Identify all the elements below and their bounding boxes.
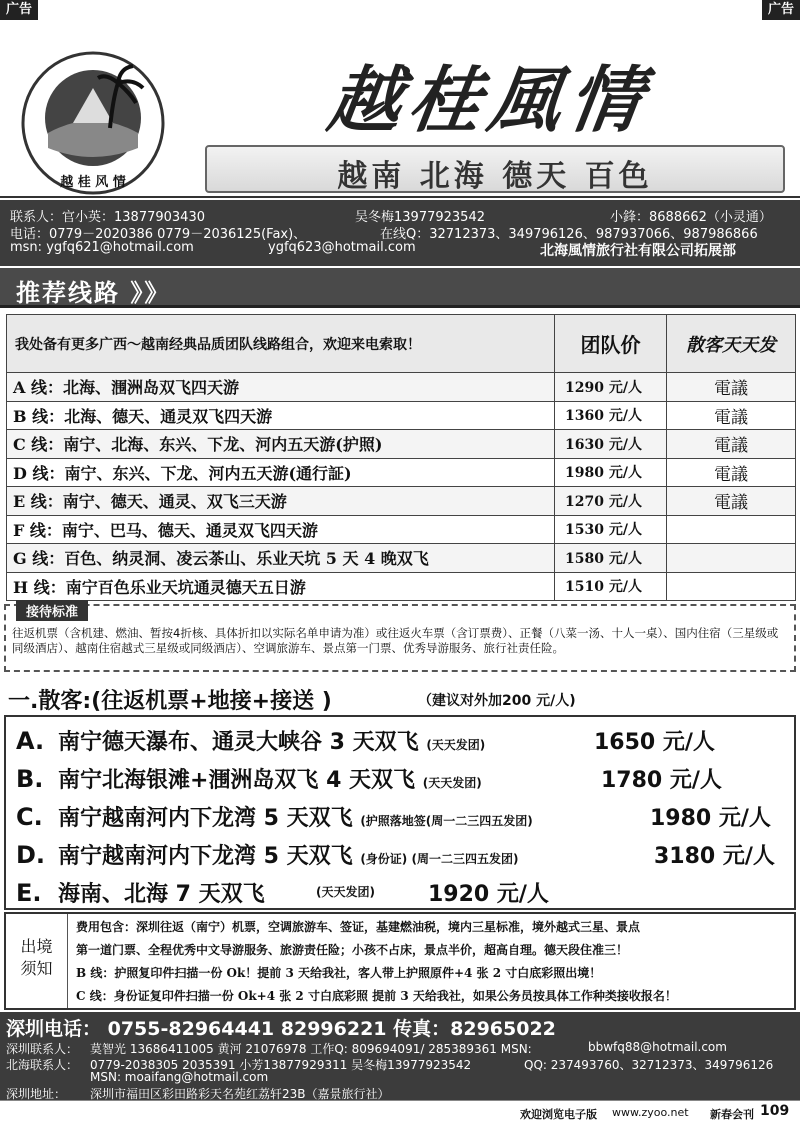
- logo-icon: [18, 48, 168, 198]
- sanke-note: （建议对外加200 元/人): [418, 693, 576, 709]
- exit-line-3: B 线：护照复印件扫描一份 Ok！提前 3 天给我社，客人带上护照原件+4 张 2 寸白底彩照出境！: [76, 966, 602, 980]
- route-intro: 我处备有更多广西～越南经典品质团队线路组合，欢迎来电索取！: [7, 315, 555, 373]
- route-price: 1580 元/人: [555, 544, 667, 573]
- header: [0, 20, 800, 198]
- route-price: 1980 元/人: [555, 458, 667, 487]
- table-row: [7, 401, 796, 430]
- sanke-name: 南宁北海银滩+涠洲岛双飞 4 天双飞: [58, 768, 416, 793]
- sz-contact: 莫智光 13686411005 黄河 21076978 工作Q: 809694091/ 285389361 MSN:: [90, 1042, 532, 1056]
- table-row: [7, 373, 796, 402]
- sanke-name: 南宁德天瀑布、通灵大峡谷 3 天双飞: [58, 730, 419, 755]
- address-label: 深圳地址：: [6, 1087, 67, 1101]
- sanke-price: 1650 元/人: [594, 730, 715, 755]
- route-note: [667, 515, 796, 544]
- route-name: C 线：南宁、北海、东兴、下龙、河内五天游(护照): [7, 430, 555, 459]
- exit-notice-label: [6, 914, 68, 1008]
- route-note: 電議: [667, 487, 796, 516]
- recommend-banner: [0, 268, 800, 308]
- subtitle-box: [205, 145, 785, 193]
- sanke-letter: D.: [16, 841, 46, 869]
- exit-line-2: 第一道门票、全程优秀中文导游服务、旅游责任险；小孩不占床，景点半价，超高自理。德天段住准三！: [76, 943, 629, 957]
- logo-text: 越 桂 风 情: [60, 175, 126, 190]
- exit-notice-text: [76, 916, 788, 1008]
- sanke-letter: B.: [16, 765, 44, 793]
- sanke-name: 南宁越南河内下龙湾 5 天双飞: [58, 806, 353, 831]
- exit-label-line1: 出境: [20, 937, 53, 956]
- page-number: 109: [760, 1103, 790, 1119]
- contact-wu: 吴冬梅13977923542: [355, 210, 485, 225]
- sanke-name: 南宁越南河内下龙湾 5 天双飞: [58, 844, 353, 869]
- sz-msn: bbwfq88@hotmail.com: [588, 1040, 727, 1054]
- route-table-header: [7, 315, 796, 373]
- sanke-letter: A.: [16, 727, 45, 755]
- contact-xiaofeng: 小鋒：8688662（小灵通）: [610, 210, 772, 225]
- ad-label-left: 广告: [0, 0, 38, 20]
- exit-line-1: 费用包含：深圳往返（南宁）机票，空调旅游车、签证，基建燃油税，境内三星标准，境外越式三星、景点: [76, 920, 641, 934]
- sanke-item: [16, 801, 771, 832]
- sanke-price: 1980 元/人: [650, 806, 771, 831]
- sanke-letter: C.: [16, 803, 43, 831]
- route-price: 1530 元/人: [555, 515, 667, 544]
- sanke-tag: (护照落地签(周一二三四五发团): [360, 814, 533, 828]
- contact-msn-2: ygfq623@hotmail.com: [268, 240, 416, 255]
- sanke-tag: (天天发团): [422, 776, 482, 790]
- table-row: [7, 544, 796, 573]
- sanke-letter: E.: [16, 879, 42, 907]
- route-price: 1290 元/人: [555, 373, 667, 402]
- route-note: [667, 544, 796, 573]
- route-name: F 线：南宁、巴马、德天、通灵双飞四天游: [7, 515, 555, 544]
- route-price: 1510 元/人: [555, 572, 667, 601]
- route-note: [667, 572, 796, 601]
- bh-label: 北海联系人：: [6, 1058, 79, 1072]
- shenzhen-phone: 深圳电话： 0755-82964441 82996221 传真：82965022: [6, 1018, 556, 1040]
- website: www.zyoo.net: [612, 1106, 689, 1119]
- table-row: [7, 430, 796, 459]
- recommend-title: 推荐线路 》》: [16, 279, 171, 307]
- sanke-price: 3180 元/人: [654, 844, 775, 869]
- issue-name: 新春会刊: [710, 1108, 754, 1121]
- route-note: 電議: [667, 401, 796, 430]
- table-row: [7, 515, 796, 544]
- contact-phone: 电话：0779－2020386 0779－2036125(Fax)、: [10, 227, 307, 242]
- address: 深圳市福田区彩田路彩天名苑红荔轩23B（嘉景旅行社）: [90, 1087, 390, 1101]
- exit-line-4: C 线：身份证复印件扫描一份 Ok+4 张 2 寸白底彩照 提前 3 天给我社，如果公务员按具体工作种类接收报名！: [76, 989, 677, 1003]
- sz-label: 深圳联系人：: [6, 1042, 79, 1056]
- route-note: 電議: [667, 430, 796, 459]
- route-price: 1270 元/人: [555, 487, 667, 516]
- brand-title: 越桂風情: [323, 57, 656, 142]
- standards-label: 接待标准: [16, 600, 88, 621]
- sanke-item: [16, 763, 722, 794]
- sanke-tag: (身份证) (周一二三四五发团): [360, 852, 519, 866]
- route-table: [6, 314, 796, 601]
- sanke-item: [16, 877, 549, 908]
- route-price: 1360 元/人: [555, 401, 667, 430]
- route-note: 電議: [667, 373, 796, 402]
- table-row: [7, 487, 796, 516]
- bh-msn: MSN: moaifang@hotmail.com: [90, 1070, 269, 1084]
- route-name: D 线：南宁、东兴、下龙、河内五天游(通行証): [7, 458, 555, 487]
- ad-label-right: 广告: [762, 0, 800, 20]
- sanke-box: [4, 715, 796, 910]
- route-name: H 线：南宁百色乐业天坑通灵德天五日游: [7, 572, 555, 601]
- welcome-text: 欢迎浏览电子版: [520, 1108, 597, 1121]
- table-row: [7, 458, 796, 487]
- route-name: E 线：南宁、德天、通灵、双飞三天游: [7, 487, 555, 516]
- sanke-item: [16, 725, 715, 756]
- contact-guan: 联系人：官小英：13877903430: [10, 210, 205, 225]
- contact-qq: 在线Q：32712373、349796126、987937066、987986866: [380, 227, 758, 242]
- standards-text: 往返机票（含机建、燃油、暂按4折核、具体折扣以实际名单申请为准）或往返火车票（含订票费）、正餐（八菜一汤、十人一桌）、国内住宿（三星级或同级酒店）、越南住宿越式三星级或同级酒店）、空调旅游车、景点第一门票、优秀导游服务、旅行社责任险。: [12, 626, 779, 655]
- sanke-name: 海南、北海 7 天双飞: [58, 882, 265, 907]
- sanke-tag: (天天发团): [316, 885, 375, 899]
- sanke-price: 1780 元/人: [601, 768, 722, 793]
- exit-label-line2: 须知: [20, 959, 53, 978]
- col-daily: 散客天天发: [667, 315, 796, 373]
- exit-notice-box: [4, 912, 796, 1010]
- route-name: G 线：百色、纳灵洞、凌云茶山、乐业天坑 5 天 4 晚双飞: [7, 544, 555, 573]
- sanke-price: 1920 元/人: [428, 882, 549, 907]
- sanke-tag: (天天发团): [426, 738, 486, 752]
- route-name: B 线：北海、德天、通灵双飞四天游: [7, 401, 555, 430]
- table-row: [7, 572, 796, 601]
- bh-qq: QQ: 237493760、32712373、349796126: [524, 1058, 774, 1072]
- sanke-title: 一.散客:(往返机票+地接+接送 ): [8, 689, 332, 714]
- agency-name: 北海風情旅行社有限公司拓展部: [540, 243, 736, 259]
- brand-subtitle: 越南 北海 德天 百色: [337, 159, 653, 194]
- col-team-price: 团队价: [555, 315, 667, 373]
- route-price: 1630 元/人: [555, 430, 667, 459]
- footer-contact: [0, 1012, 800, 1100]
- page-footer: [0, 1100, 800, 1124]
- route-name: A 线：北海、涠洲岛双飞四天游: [7, 373, 555, 402]
- contact-band: [0, 200, 800, 266]
- route-note: 電議: [667, 458, 796, 487]
- standards-box: [4, 604, 796, 672]
- sanke-item: [16, 839, 775, 870]
- bh-contact: 0779-2038305 2035391 小芳13877929311 吴冬梅13977923542: [90, 1058, 472, 1072]
- contact-msn-1: msn: ygfq621@hotmail.com: [10, 240, 194, 255]
